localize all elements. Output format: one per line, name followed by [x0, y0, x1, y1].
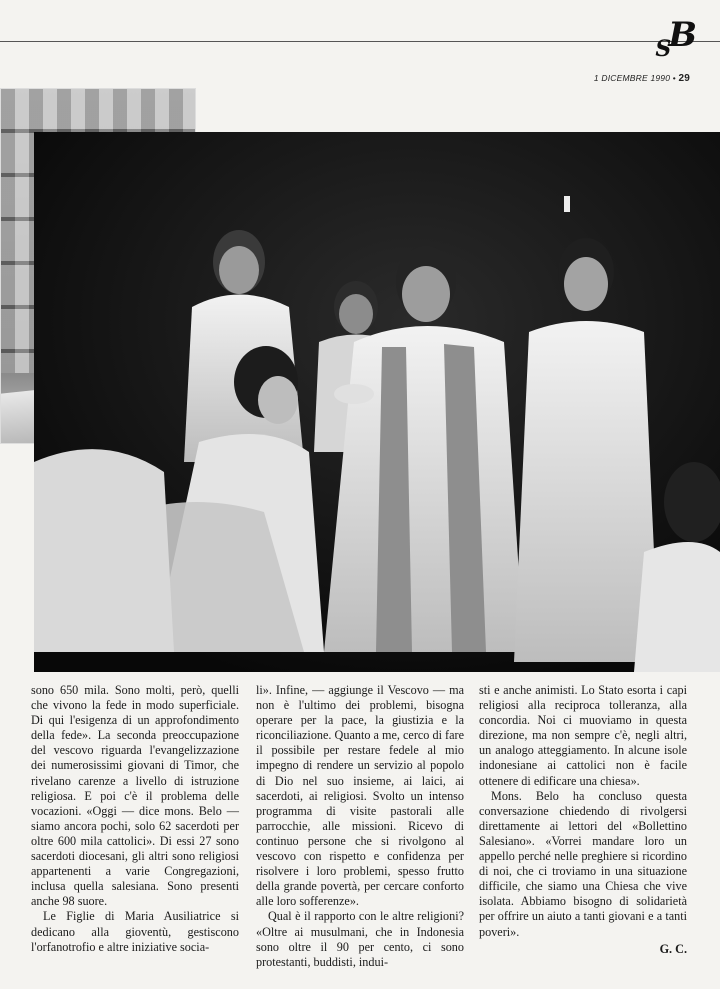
paragraph: sono 650 mila. Sono molti, però, quelli che vivono la fede in modo superficiale. Di qui l'esigenza di un approfondimento della fede». La seconda preoccupazione del vescovo riguarda l'evangelizzazione dei numerosissimi giovani di Timor, che rivelano carenze a livello di istruzione religiosa. E poi c'è il problema delle vocazioni. «Oggi — dice mons. Belo — siamo ancora pochi, solo 62 sacerdoti per oltre 600 mila cattolici». Di essi 27 sono sacerdoti diocesani, gli altri sono religiosi appartenenti a varie Congregazioni, inclusa quella salesiana. Sono presenti anche 98 suore.: [31, 683, 239, 909]
page-number: 29: [678, 73, 690, 84]
author-signature: G. C.: [659, 941, 687, 956]
paragraph: Qual è il rapporto con le altre religioni? «Oltre ai musulmani, che in Indonesia sono oltre il 90 per cento, ci sono protestanti, buddisti, indui-: [256, 909, 464, 969]
dateline: [594, 73, 690, 84]
text-column-1: [31, 683, 239, 955]
magazine-logo: $_S$B: [655, 15, 694, 62]
communion-scene: [34, 132, 720, 672]
main-photo: [34, 132, 720, 672]
header-rule: [0, 41, 720, 42]
text-column-2: [256, 683, 464, 970]
paragraph: li». Infine, — aggiunge il Vescovo — ma non è l'ultimo dei problemi, bisogna operare per la pace, la giustizia e la riconciliazione. Quanto a me, cerco di fare il possibile per restare fedele al mio impegno di rendere un servizio al popolo di Dio nel suo insieme, ai laici, ai sacerdoti, ai religiosi. Svolto un intenso programma di visite pastorali alle parrocchie, alle missioni. Ricevo di continuo persone che si rivolgono al vescovo con rispetto e confidenza per risolvere i loro problemi, spesso frutto della grande povertà, per cercare conforto alle loro sofferenze».: [256, 683, 464, 909]
issue-date: 1 DICEMBRE 1990: [593, 73, 671, 83]
paragraph: Le Figlie di Maria Ausiliatrice si dedicano alla gioventù, gestiscono l'orfanotrofio e altre iniziative socia-: [31, 909, 239, 954]
text-column-3: [479, 683, 687, 957]
paragraph: sti e anche animisti. Lo Stato esorta i capi religiosi alla reciproca tolleranza, alla concordia. Noi ci muoviamo in questa direzione, ma non sempre c'è, negli altri, un analogo atteggiamento. In alcune isole indonesiane ai cattolici non è facile ottenere di edificare una chiesa».: [479, 683, 687, 788]
paragraph: Mons. Belo ha concluso questa conversazione chiedendo di rivolgersi direttamente ai lettori del «Bollettino Salesiano». «Vorrei mandare loro un appello perché nelle preghiere si ricordino di noi, che ci troviamo in una situazione difficile, che siamo una Chiesa che vive isolata. Abbiamo bisogno di solidarietà per offrire un aiuto a tanti giovani e a tanti poveri».: [479, 788, 687, 939]
dateline-separator: •: [672, 73, 676, 83]
